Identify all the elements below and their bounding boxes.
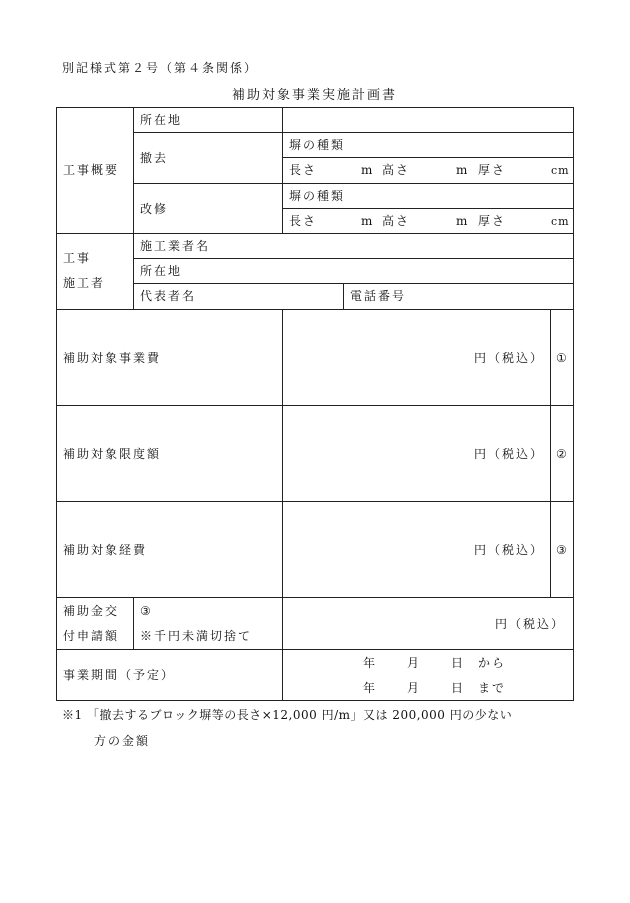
removal-length-label: 長さ (289, 163, 318, 177)
project-cost-mark: ① (556, 351, 569, 365)
grant-request-unit: 円（税込） (495, 617, 566, 631)
repair-length-unit: m (361, 214, 374, 228)
project-cost-unit: 円（税込） (474, 351, 545, 365)
construction-location-label: 所在地 (140, 113, 183, 127)
construction-outline-label: 工事概要 (63, 163, 120, 177)
contractor-label-line1: 工事 (63, 251, 92, 265)
contractor-label-line2: 施工者 (63, 276, 106, 290)
period-start-day: 日 (451, 656, 466, 670)
period-end-month: 月 (407, 681, 422, 695)
grant-request-label-line2: 付申請額 (63, 629, 120, 643)
repair-thickness-label: 厚さ (478, 214, 507, 228)
repair-label: 改修 (140, 202, 169, 216)
removal-height-label: 高さ (382, 163, 411, 177)
repair-height-label: 高さ (382, 214, 411, 228)
removal-label: 撤去 (140, 151, 169, 165)
phone-label: 電話番号 (350, 289, 407, 303)
page-title: 補助対象事業実施計画書 (232, 88, 398, 103)
eligible-expense-mark: ③ (556, 543, 569, 557)
repair-wall-type-label: 塀の種類 (289, 189, 346, 203)
limit-amount-mark: ② (556, 447, 569, 461)
removal-height-unit: m (456, 163, 469, 177)
eligible-expense-unit: 円（税込） (474, 543, 545, 557)
removal-thickness-label: 厚さ (478, 163, 507, 177)
rounding-note: ※千円未満切捨て (140, 629, 253, 643)
contractor-location-label: 所在地 (140, 264, 183, 278)
limit-amount-unit: 円（税込） (474, 447, 545, 461)
project-cost-label: 補助対象事業費 (63, 351, 162, 365)
company-name-label: 施工業者名 (140, 239, 211, 253)
period-from: から (478, 656, 507, 670)
repair-thickness-unit: cm (551, 215, 570, 228)
removal-length-unit: m (361, 163, 374, 177)
footnote-line1: ※1 「撤去するブロック塀等の長さ×12,000 円/m」又は 200,000 円の少ない (62, 708, 513, 722)
repair-height-unit: m (456, 214, 469, 228)
removal-wall-type-label: 塀の種類 (289, 138, 346, 152)
period-label: 事業期間（予定） (63, 668, 176, 682)
limit-amount-label: 補助対象限度額 (63, 447, 162, 461)
form-number-label: 別記様式第２号（第４条関係） (62, 61, 259, 75)
repair-length-label: 長さ (289, 214, 318, 228)
period-until: まで (478, 681, 507, 695)
removal-thickness-unit: cm (551, 164, 570, 177)
eligible-expense-label: 補助対象経費 (63, 543, 148, 557)
grant-request-label-line1: 補助金交 (63, 604, 120, 618)
period-start-year: 年 (363, 656, 378, 670)
footnote-line2: 方の金額 (94, 734, 151, 748)
period-start-month: 月 (407, 656, 422, 670)
grant-ref-mark: ③ (140, 604, 153, 618)
period-end-year: 年 (363, 681, 378, 695)
representative-label: 代表者名 (140, 289, 197, 303)
period-end-day: 日 (451, 681, 466, 695)
